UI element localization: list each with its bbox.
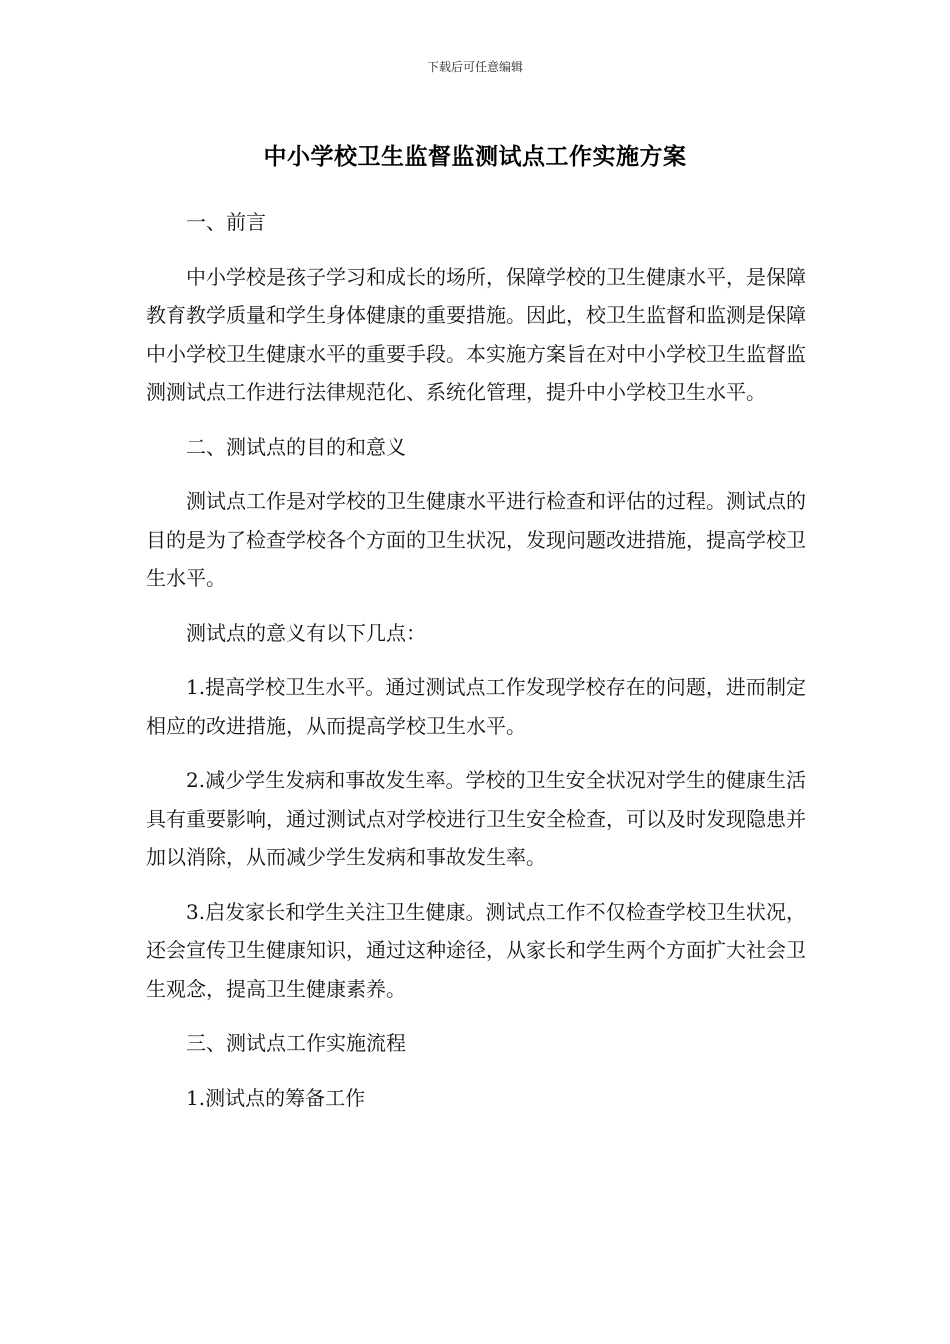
list-item-significance-2: 2.减少学生发病和事故发生率。学校的卫生安全状况对学生的健康生活具有重要影响，通过测试点对学校进行卫生安全检查，可以及时发现隐患并加以消除，从而减少学生发病和事故发生率。	[146, 768, 806, 869]
section-heading-preface: 一、前言	[186, 210, 266, 234]
paragraph-purpose: 测试点工作是对学校的卫生健康水平进行检查和评估的过程。测试点的目的是为了检查学校各个方面的卫生状况，发现问题改进措施，提高学校卫生水平。	[146, 489, 806, 590]
list-item-significance-3: 3.启发家长和学生关注卫生健康。测试点工作不仅检查学校卫生状况，还会宣传卫生健康知识，通过这种途径，从家长和学生两个方面扩大社会卫生观念，提高卫生健康素养。	[146, 899, 806, 1001]
header-note: 下载后可任意编辑	[426, 60, 523, 74]
list-item-significance-1: 1.提高学校卫生水平。通过测试点工作发现学校存在的问题，进而制定相应的改进措施，从而提高学校卫生水平。	[146, 675, 806, 738]
section-heading-process: 三、测试点工作实施流程	[186, 1031, 406, 1055]
section-heading-purpose: 二、测试点的目的和意义	[186, 434, 406, 459]
document-body	[146, 203, 806, 1133]
paragraph-preface: 中小学校是孩子学习和成长的场所，保障学校的卫生健康水平，是保障教育教学质量和学生身体健康的重要措施。因此，校卫生监督和监测是保障中小学校卫生健康水平的重要手段。本实施方案旨在对中小学校卫生监督监测测试点工作进行法律规范化、系统化管理，提升中小学校卫生水平。	[146, 264, 806, 404]
list-item-process-1: 1.测试点的筹备工作	[186, 1085, 366, 1110]
document-title: 中小学校卫生监督监测试点工作实施方案	[263, 144, 687, 170]
paragraph-significance-intro: 测试点的意义有以下几点：	[186, 620, 426, 645]
